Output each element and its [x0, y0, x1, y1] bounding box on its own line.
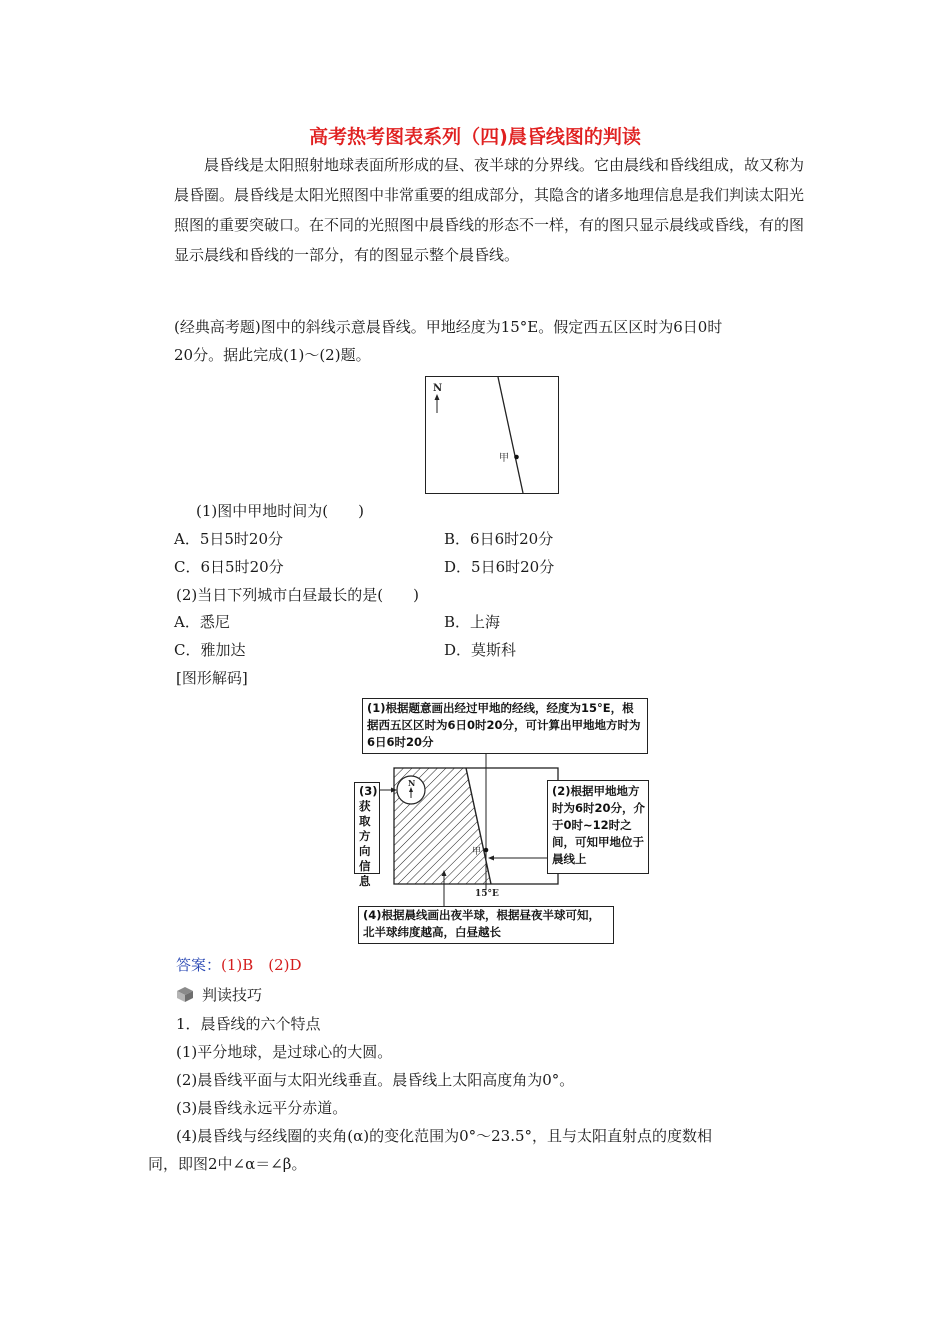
decode-box-2: [547, 780, 649, 874]
page-title: 高考热考图表系列（四)晨昏线图的判读: [309, 126, 641, 148]
q2-option-a[interactable]: A．悉尼: [174, 613, 230, 631]
tips-section-1: 1．晨昏线的六个特点: [176, 1015, 321, 1033]
longitude-label: 15°E: [475, 889, 499, 899]
decode-box-4: [358, 906, 614, 944]
tips-item-4-line1: (4)晨昏线与经线圈的夹角(α)的变化范围为0°～23.5°，且与太阳直射点的度数相: [176, 1127, 713, 1145]
decode-box-1: [362, 698, 648, 754]
q1-option-a[interactable]: A．5日5时20分: [174, 530, 284, 548]
intro-paragraph: 晨昏线是太阳照射地球表面所形成的昼、夜半球的分界线。它由晨线和昏线组成，故又称为晨昏圈。晨昏线是太阳光照图中非常重要的组成部分，其隐含的诸多地理信息是我们判读太阳光照图的重要突破口。在不同的光照图中晨昏线的形态不一样，有的图只显示晨线或昏线，有的图显示晨线和昏线的一部分，有的图显示整个晨昏线。: [174, 156, 805, 264]
tips-item-3: (3)晨昏线永远平分赤道。: [176, 1099, 348, 1117]
q1-stem: (1)图中甲地时间为( ): [196, 502, 364, 520]
decode-point-jia-label: 甲: [472, 847, 482, 857]
point-jia-marker: [514, 455, 519, 460]
question-stem-line1: (经典高考题)图中的斜线示意晨昏线。甲地经度为15°E。假定西五区区时为6日0时: [174, 318, 723, 336]
point-jia-label: 甲: [499, 453, 509, 464]
q1-option-d[interactable]: D．5日6时20分: [444, 558, 555, 576]
terminator-figure-svg: [426, 377, 558, 493]
decode-box-1-text: (1)根据题意画出经过甲地的经线，经度为15°E，根据西五区区时为6日0时20分，可计算出甲地地方时为6日6时20分: [367, 701, 641, 749]
north-arrowhead-icon: [435, 394, 440, 400]
tips-heading: 判读技巧: [202, 986, 263, 1004]
tips-item-2: (2)晨昏线平面与太阳光线垂直。晨昏线上太阳高度角为0°。: [176, 1071, 575, 1089]
tips-item-1: (1)平分地球，是过球心的大圆。: [176, 1043, 393, 1061]
q2-option-c[interactable]: C．雅加达: [174, 641, 246, 659]
question-stem-line2: 20分。据此完成(1)～(2)题。: [174, 346, 371, 364]
q2-option-d[interactable]: D．莫斯科: [444, 641, 517, 659]
answer-row: [176, 954, 302, 976]
decode-diagram: [350, 694, 650, 946]
q2-option-b[interactable]: B．上海: [444, 613, 501, 631]
north-label: N: [433, 383, 443, 394]
terminator-line: [498, 377, 523, 493]
tips-heading-row: [176, 984, 262, 1006]
decode-box-3-text: (3)获取方向信息: [359, 784, 378, 888]
decode-north-label: N: [408, 778, 416, 788]
terminator-figure: [425, 376, 559, 494]
answer-label: 答案：: [176, 956, 222, 974]
tips-item-4-line2: 同，即图2中∠α＝∠β。: [148, 1155, 307, 1173]
decode-heading: [图形解码]: [176, 669, 248, 687]
decode-point-jia-marker: [484, 848, 489, 853]
answer-text: (1)B (2)D: [221, 956, 302, 974]
q1-option-b[interactable]: B．6日6时20分: [444, 530, 554, 548]
q2-stem: (2)当日下列城市白昼最长的是( ): [176, 586, 419, 604]
cube-icon: [176, 986, 194, 1002]
decode-box-4-text: (4)根据晨线画出夜半球，根据昼夜半球可知，北半球纬度越高，白昼越长: [363, 908, 601, 939]
decode-box-3: [354, 782, 380, 888]
q1-option-c[interactable]: C．6日5时20分: [174, 558, 284, 576]
decode-box-2-text: (2)根据甲地地方时为6时20分，介于0时~12时之间，可知甲地位于晨线上: [552, 784, 646, 866]
